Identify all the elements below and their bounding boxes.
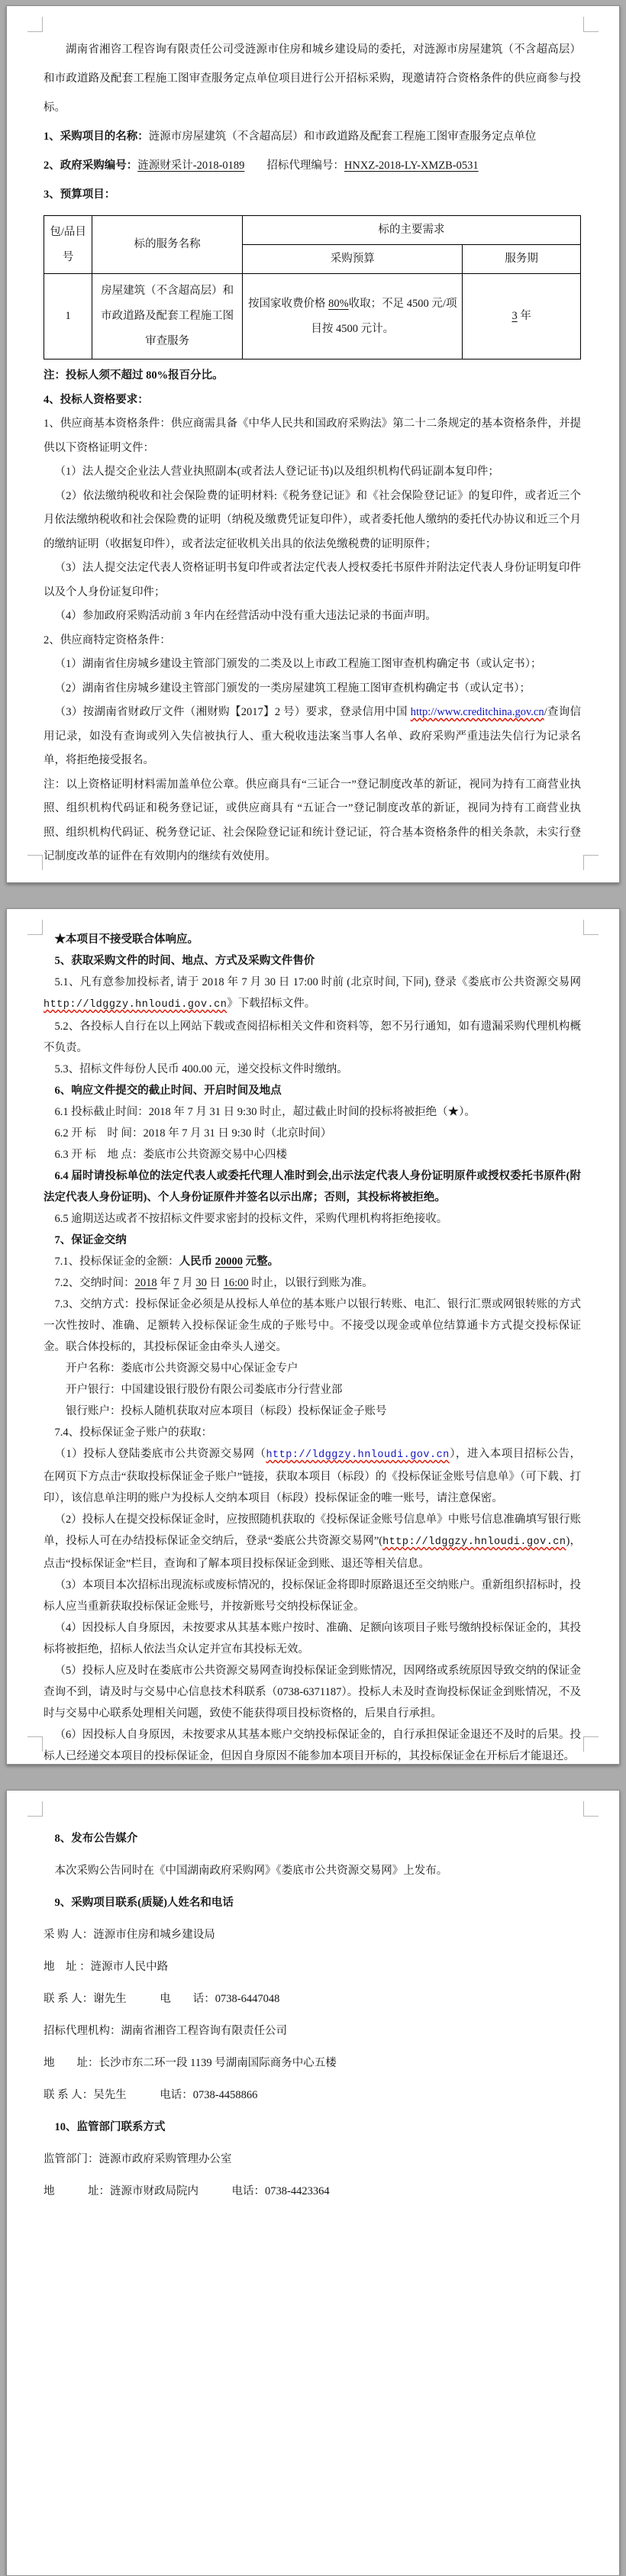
text-segment: （3）本项目本次招标出现流标或废标情况的，投标保证金将即时原路退还至交纳账户。重新组织招标时，投标人应当重新获取投标保证金账号，并按新账号交纳投标保证金。	[44, 1579, 581, 1613]
section-heading-budget	[44, 180, 581, 209]
text-segment: 开户银行：中国建设银行股份有限公司娄底市分行营业部	[66, 1384, 343, 1396]
cell-package-no: 1	[44, 274, 92, 359]
agency-address-line	[44, 2047, 581, 2079]
table-header-main-requirements: 标的主要需求	[243, 216, 581, 245]
text-segment: 注：投标人须不超过 80%报百分比。	[44, 369, 224, 382]
cell-term	[463, 274, 581, 359]
text-segment: 7.3、交纳方式：投标保证金必须是从投标人单位的基本账户以银行转账、电汇、银行汇票或网银转账的方式一次性按时、准确、足额转入投标保证金生成的子账号中。不接受以现金或单位结算通卡方式提交投标保证金。联合体投标的，其投标保证金由牵头人递交。	[44, 1298, 581, 1353]
paragraph	[44, 1660, 581, 1724]
text-segment: 6.5 逾期送达或者不按招标文件要求密封的投标文件，采购代理机构将拒绝接收。	[54, 1213, 448, 1225]
paragraph	[44, 1272, 581, 1294]
paragraph	[44, 1101, 581, 1123]
paragraph	[44, 1617, 581, 1660]
margin-mark-icon	[583, 855, 599, 870]
margin-mark-icon	[27, 920, 43, 935]
text-segment: （2）依法缴纳税收和社会保险费的证明材料:《税务登记证》和《社会保险登记证》的复印件，或者近三个月依法缴纳税收和社会保险费的证明（纳税及缴费凭证复印件），或者委托他人缴纳的委托代办协议和近三个月的缴纳证明（收据复印件），或者法定征收机关出具的依法免缴税费的证明原件；	[44, 489, 581, 550]
page1-pre-table-section	[44, 35, 581, 209]
bank-line	[44, 1379, 581, 1401]
text-segment: 日	[206, 1277, 224, 1289]
text-segment: 涟源市房屋建筑（不含超高层）和市政道路及配套工程施工图审查服务定点单位	[148, 131, 537, 143]
account-name-line	[44, 1358, 581, 1379]
cell-service-name: 房屋建筑（不含超高层）和市政道路及配套工程施工图审查服务	[92, 274, 243, 359]
table-header-budget: 采购预算	[243, 245, 463, 274]
paragraph	[44, 1724, 581, 1767]
section-heading-contact	[44, 1887, 581, 1919]
text-segment: 元整。	[243, 1256, 279, 1268]
text-segment: 5.2、各投标人自行在以上网站下载或查阅招标相关文件和资料等，恕不另行通知，如有遗漏采购代理机构概不负责。	[44, 1020, 581, 1054]
paragraph	[44, 605, 581, 629]
text-segment: （6）因投标人自身原因，未按要求从其基本账户交纳投标保证金的，自行承担保证金退还不及时的后果。投标人已经递交本项目的投标保证金，但因自身原因不能参加本项目开标的，其投标保证金在开标后才能退还。	[44, 1729, 581, 1762]
text-segment: 6.3 开 标 地 点：娄底市公共资源交易中心四楼	[54, 1149, 287, 1161]
margin-mark-icon	[583, 1801, 599, 1817]
text-segment: 人民币	[179, 1256, 215, 1268]
text-segment: 3	[511, 310, 518, 322]
margin-mark-icon	[27, 1801, 43, 1817]
text-segment: 月	[179, 1277, 196, 1289]
text-segment: 16:00	[223, 1277, 249, 1289]
table-note	[44, 364, 581, 388]
text-segment: （5）投标人应及时在娄底市公共资源交易网查询投标保证金到账情况，因网络或系统原因导致交纳的保证金查询不到，请及时与交易中心信息技术科联系（0738-6371187）。投标人未及时查询投标保证金到账情况，不及时与交易中心联系处理相关问题，致使不能获得项目投标资格的，后果自行承担。	[44, 1665, 581, 1720]
paragraph	[44, 1016, 581, 1059]
table-header-service-name: 标的服务名称	[92, 216, 243, 274]
paragraph	[44, 1575, 581, 1617]
paragraph	[44, 485, 581, 557]
text-segment: 1、采购项目的名称：	[44, 131, 149, 143]
bank-account-line	[44, 1401, 581, 1422]
paragraph	[44, 1509, 581, 1575]
text-segment: 7.1、投标保证金的金额：	[54, 1256, 179, 1268]
text-segment: 年	[156, 1277, 174, 1289]
url-link[interactable]: http://www.creditchina.gov.cn	[410, 706, 544, 718]
text-segment: 6.4 届时请投标单位的法定代表人或委托代理人准时到会,出示法定代表人身份证明原件或授权委托书原件(附法定代表人身份证明)、个人身份证原件并签名以示出席；否则，其投标将被拒绝。	[44, 1170, 581, 1204]
text-segment: 招标代理编号：	[244, 160, 344, 172]
text-segment: 7.4、投标保证金子账户的获取：	[54, 1427, 213, 1439]
table-row	[44, 274, 581, 359]
text-segment: 3、预算项目：	[44, 189, 116, 201]
text-segment: 年	[517, 310, 531, 322]
project-name-line	[44, 122, 581, 151]
paragraph	[44, 460, 581, 485]
text-segment: 6.2 开 标 时 间：2018 年 7 月 31 日 9:30 时（北京时间）	[54, 1127, 332, 1140]
text-segment: 注：以上资格证明材料需加盖单位公章。供应商具有“三证合一”登记制度改革的新证，视同为持有工商营业执照、组织机构代码证和税务登记证，或供应商具有 “五证合一”登记制度改革的新证，视同为持有工商营业执照、组织机构代码证、税务登记证、社会保险登记证和统计登记证，符合基本资格条件的相关条款，未实行登记制度改革的证件在有效期内的继续有效使用。	[44, 778, 581, 862]
section-heading-deadline	[44, 1080, 581, 1101]
text-segment: /查询信用记录，如没有查询或列入失信被执行人、重大税收违法案当事人名单、政府采购严重违法失信行为记录名单，将拒绝接受报名。	[44, 706, 582, 766]
text-segment: （1）湖南省住房城乡建设主管部门颁发的二类及以上市政工程施工图审查机构确定书（或认定书）；	[54, 658, 542, 670]
supervision-address-line	[44, 2175, 581, 2207]
text-segment: 》下载招标文件。	[227, 998, 316, 1010]
text-segment: （1）投标人登陆娄底市公共资源交易网（	[54, 1448, 266, 1460]
margin-mark-icon	[27, 1736, 43, 1752]
text-segment: 10、监管部门联系方式	[54, 2121, 166, 2133]
paragraph	[44, 1443, 581, 1509]
text-segment: （4）参加政府采购活动前 3 年内在经营活动中没有重大违法记录的书面声明。	[54, 610, 437, 622]
margin-mark-icon	[583, 920, 599, 935]
url-text: http://ldggzy.hnloudi.gov.cn	[44, 999, 227, 1011]
text-segment: 招标代理机构：湖南省湘咨工程咨询有限责任公司	[44, 2025, 287, 2037]
supervision-dept-line	[44, 2143, 581, 2175]
text-segment: 联 系 人：谢先生 电 话：0738-6447048	[44, 1993, 280, 2005]
page-2	[6, 908, 620, 1765]
paragraph	[44, 701, 581, 773]
paragraph	[44, 1855, 581, 1887]
intro-paragraph	[44, 35, 581, 122]
paragraph	[44, 1059, 581, 1080]
paragraph	[44, 972, 581, 1016]
section-heading-deposit	[44, 1230, 581, 1251]
budget-table	[44, 215, 581, 359]
text-segment: )，点击“投标保证金”栏目，查询和了解本项目投标保证金到账、退还等相关信息。	[44, 1535, 581, 1570]
text-segment: 涟源财采计-2018-0189	[137, 160, 245, 172]
text-segment: 4、投标人资格要求：	[44, 393, 149, 406]
text-segment: 监管部门：涟源市政府采购管理办公室	[44, 2153, 232, 2165]
section-heading-supervision	[44, 2111, 581, 2143]
text-segment: 时止，以银行到账为准。	[248, 1277, 373, 1289]
url-text: http://ldggzy.hnloudi.gov.cn	[382, 1536, 566, 1548]
qualification-note	[44, 773, 581, 869]
text-segment: 按国家收费价格	[247, 297, 329, 310]
margin-mark-icon	[583, 1736, 599, 1752]
page-3	[6, 1790, 620, 2576]
agency-line	[44, 2015, 581, 2047]
attendance-note	[44, 1165, 581, 1208]
paragraph	[44, 1144, 581, 1165]
procurement-number-line	[44, 151, 581, 180]
table-header-row-1	[44, 216, 581, 245]
text-segment: HNXZ-2018-LY-XMZB-0531	[344, 160, 479, 172]
text-segment: 2018	[134, 1277, 157, 1289]
text-segment: （4）因投标人自身原因，未按要求从其基本账户按时、准确、足额向该项目子账号缴纳投标保证金的，其投标将被拒绝，招标人依法当众认定并宣布其投标无效。	[44, 1622, 581, 1656]
paragraph	[44, 653, 581, 677]
text-segment: 6.1 投标截止时间：2018 年 7 月 31 日 9:30 时止，超过截止时间的投标将被拒绝（★）。	[54, 1106, 476, 1118]
paragraph	[44, 629, 581, 653]
section-heading-documents	[44, 950, 581, 972]
text-segment: （3）法人提交法定代表人资格证明书复印件或者法定代表人授权委托书原件并附法定代表人身份证明复印件以及个人身份证复印件；	[44, 562, 581, 598]
section-heading-qualification	[44, 388, 581, 413]
text-segment: 湖南省湘咨工程咨询有限责任公司受涟源市住房和城乡建设局的委托，对涟源市房屋建筑（不含超高层）和市政道路及配套工程施工图审查服务定点单位项目进行公开招标采购，现邀请符合资格条件的供应商参与投标。	[44, 44, 581, 114]
text-segment: 开户名称：娄底市公共资源交易中心保证金专户	[66, 1362, 298, 1375]
text-segment: 8、发布公告媒介	[54, 1833, 138, 1845]
text-segment: 30	[195, 1277, 207, 1289]
text-segment: 9、采购项目联系(质疑)人姓名和电话	[54, 1897, 234, 1909]
text-segment: （2）湖南省住房城乡建设主管部门颁发的一类房屋建筑工程施工图审查机构确定书（或认定书）；	[54, 682, 531, 695]
paragraph	[44, 1422, 581, 1443]
page1-post-table-section	[44, 364, 581, 869]
purchaser-address-line	[44, 1951, 581, 1983]
text-segment: 地 址：长沙市东二环一段 1139 号湖南国际商务中心五楼	[44, 2057, 337, 2069]
text-segment: 联 系 人：吴先生 电话：0738-4458866	[44, 2089, 258, 2101]
paragraph	[44, 1123, 581, 1144]
agency-contact-line	[44, 2079, 581, 2111]
text-segment: 地 址 ：涟源市人民中路	[44, 1961, 169, 1973]
no-consortium-note	[44, 929, 581, 950]
cell-budget	[243, 274, 463, 359]
paragraph	[44, 677, 581, 701]
text-segment: 7	[173, 1277, 179, 1289]
text-segment: 1、供应商基本资格条件：供应商需具备《中华人民共和国政府采购法》第二十二条规定的基本资格条件，并提供以下资格证明文件：	[44, 418, 581, 454]
table-header-package: 包/品目号	[44, 216, 92, 274]
url-link[interactable]: http://ldggzy.hnloudi.gov.cn	[266, 1449, 450, 1461]
text-segment: ★本项目不接受联合体响应。	[54, 933, 198, 946]
text-segment: 5.3、招标文件每份人民币 400.00 元，递交投标文件时缴纳。	[54, 1063, 348, 1075]
paragraph	[44, 556, 581, 605]
purchaser-contact-line	[44, 1983, 581, 2015]
margin-mark-icon	[583, 17, 599, 32]
text-segment: 地 址：涟源市财政局院内 电话：0738-4423364	[44, 2185, 330, 2197]
text-segment: 采 购 人：涟源市住房和城乡建设局	[44, 1929, 215, 1941]
text-segment: 7.2、交纳时间：	[54, 1277, 135, 1289]
text-segment: 6、响应文件提交的截止时间、开启时间及地点	[54, 1085, 282, 1097]
paragraph	[44, 412, 581, 460]
text-segment: 80%	[328, 297, 349, 310]
table-header-term: 服务期	[463, 245, 581, 274]
text-segment: 2、政府采购编号：	[44, 160, 138, 172]
margin-mark-icon	[27, 17, 43, 32]
text-segment: 20000	[215, 1256, 243, 1268]
text-segment: （1）法人提交企业法人营业执照副本(或者法人登记证书)以及组织机构代码证副本复印件；	[54, 466, 499, 478]
purchaser-line	[44, 1919, 581, 1951]
paragraph	[44, 1251, 581, 1272]
paragraph	[44, 1208, 581, 1230]
text-segment: （2）投标人在提交投标保证金时，应按照随机获取的《投标保证金账号信息单》中账号信息准确填写银行账单，投标人可在办结投标保证金交纳后，登录“娄底公共资源交易网”(	[44, 1514, 581, 1547]
text-segment: 5.1、凡有意参加投标者, 请于 2018 年 7 月 30 日 17:00 时前 (北京时间, 下同), 登录《娄底市公共资源交易网	[54, 976, 581, 988]
margin-mark-icon	[27, 855, 43, 870]
section-heading-media	[44, 1823, 581, 1855]
text-segment: ），进入本项目招标公告，在网页下方点击“获取投标保证金子账户”链接，获取本项目（标段）的《投标保证金账号信息单》（可下载、打印），该信息单注明的账户为投标人交纳本项目（标段）投标保证金的唯一账号，请注意保密。	[44, 1448, 582, 1504]
text-segment: 5、获取采购文件的时间、地点、方式及采购文件售价	[54, 955, 315, 967]
paragraph	[44, 1294, 581, 1358]
text-segment: 2、供应商特定资格条件：	[44, 634, 171, 646]
text-segment: 收取；不足 4500 元/项目按 4500 元计。	[311, 297, 457, 335]
page3-section	[44, 1823, 581, 2207]
page-1	[6, 5, 620, 883]
text-segment: （3）按湖南省财政厅文件（湘财购【2017】2 号）要求，登录信用中国	[54, 706, 411, 718]
text-segment: 7、保证金交纳	[54, 1234, 127, 1246]
page2-section	[44, 929, 581, 1767]
text-segment: 银行账户：投标人随机获取对应本项目（标段）投标保证金子账号	[66, 1405, 387, 1417]
text-segment: 本次采购公告同时在《中国湖南政府采购网》《娄底市公共资源交易网》上发布。	[54, 1865, 448, 1877]
